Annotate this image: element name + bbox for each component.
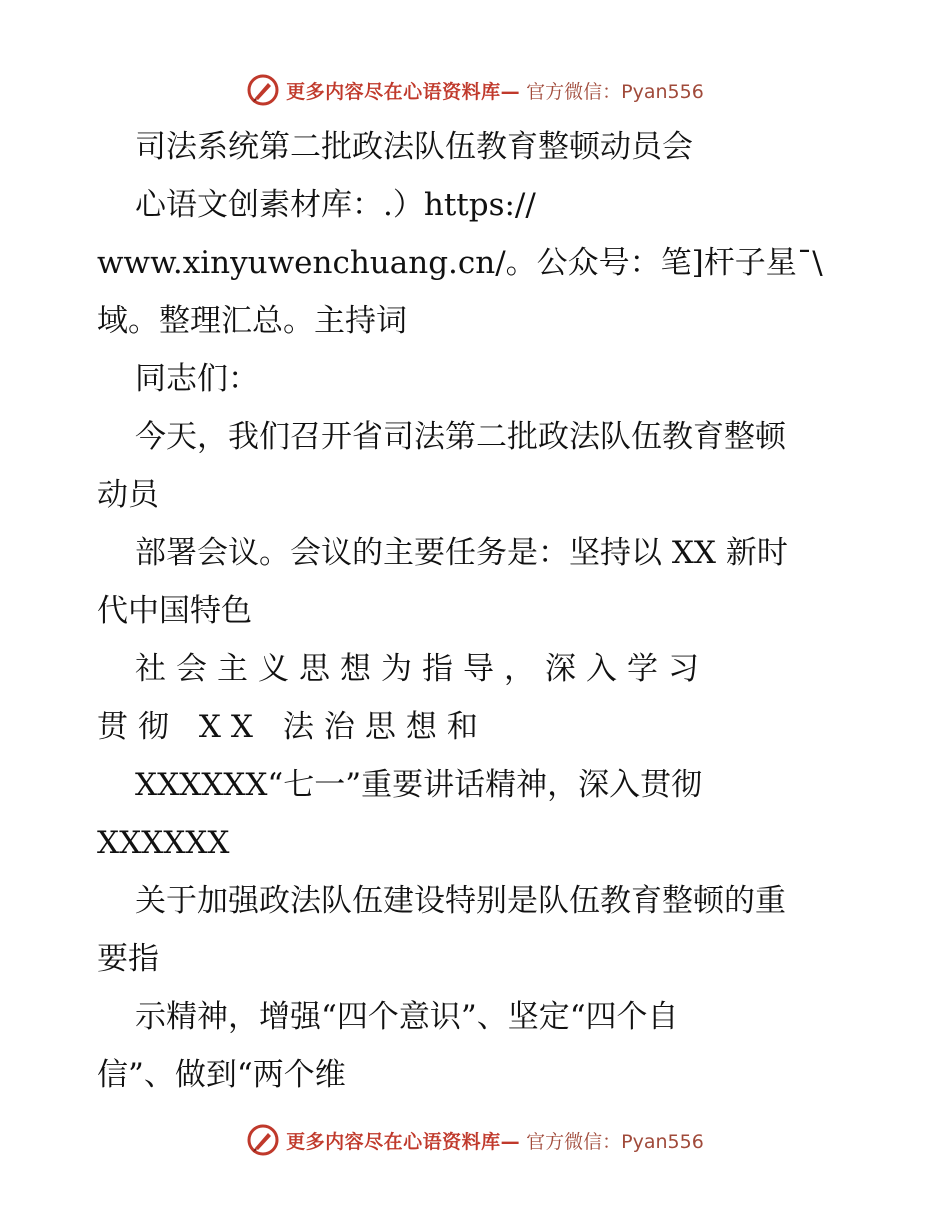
header-banner [0, 70, 950, 110]
pen-logo-icon [246, 1123, 280, 1157]
pen-logo-icon [246, 73, 280, 107]
banner-wechat: 官方微信：Pyan556 [526, 80, 704, 103]
text-line: 社会主义思想为指导，深入学习 [135, 651, 709, 687]
footer-banner [0, 1120, 950, 1160]
text-line: 今天，我们召开省司法第二批政法队伍教育整顿 [135, 419, 786, 455]
salutation: 同志们： [135, 361, 259, 397]
banner-text: 更多内容尽在心语资料库— [286, 80, 521, 103]
text-line: 信”、做到“两个维 [97, 1057, 346, 1093]
text-line: XXXXXX [97, 825, 230, 861]
text-line: 动员 [97, 477, 159, 513]
text-line: www.xinyuwenchuang.cn/。公众号：笔]杆子星¯\ [97, 245, 823, 281]
banner-text: 更多内容尽在心语资料库— [286, 1130, 521, 1153]
text-line: 要指 [97, 941, 159, 977]
text-line: 心语文创素材库：.）https:// [135, 187, 536, 223]
text-line: 代中国特色 [97, 593, 252, 629]
text-line: 贯彻 XX 法治思想和 [97, 709, 488, 745]
text-line: 示精神，增强“四个意识”、坚定“四个自 [135, 999, 679, 1035]
text-line: XXXXXX“七一”重要讲话精神，深入贯彻 [135, 767, 703, 803]
text-line: 域。整理汇总。主持词 [97, 303, 407, 339]
text-line: 关于加强政法队伍建设特别是队伍教育整顿的重 [135, 883, 786, 919]
banner-wechat: 官方微信：Pyan556 [526, 1130, 704, 1153]
document-body [97, 118, 857, 1104]
text-line: 部署会议。会议的主要任务是：坚持以 XX 新时 [135, 535, 788, 571]
document-title: 司法系统第二批政法队伍教育整顿动员会 [135, 129, 693, 165]
